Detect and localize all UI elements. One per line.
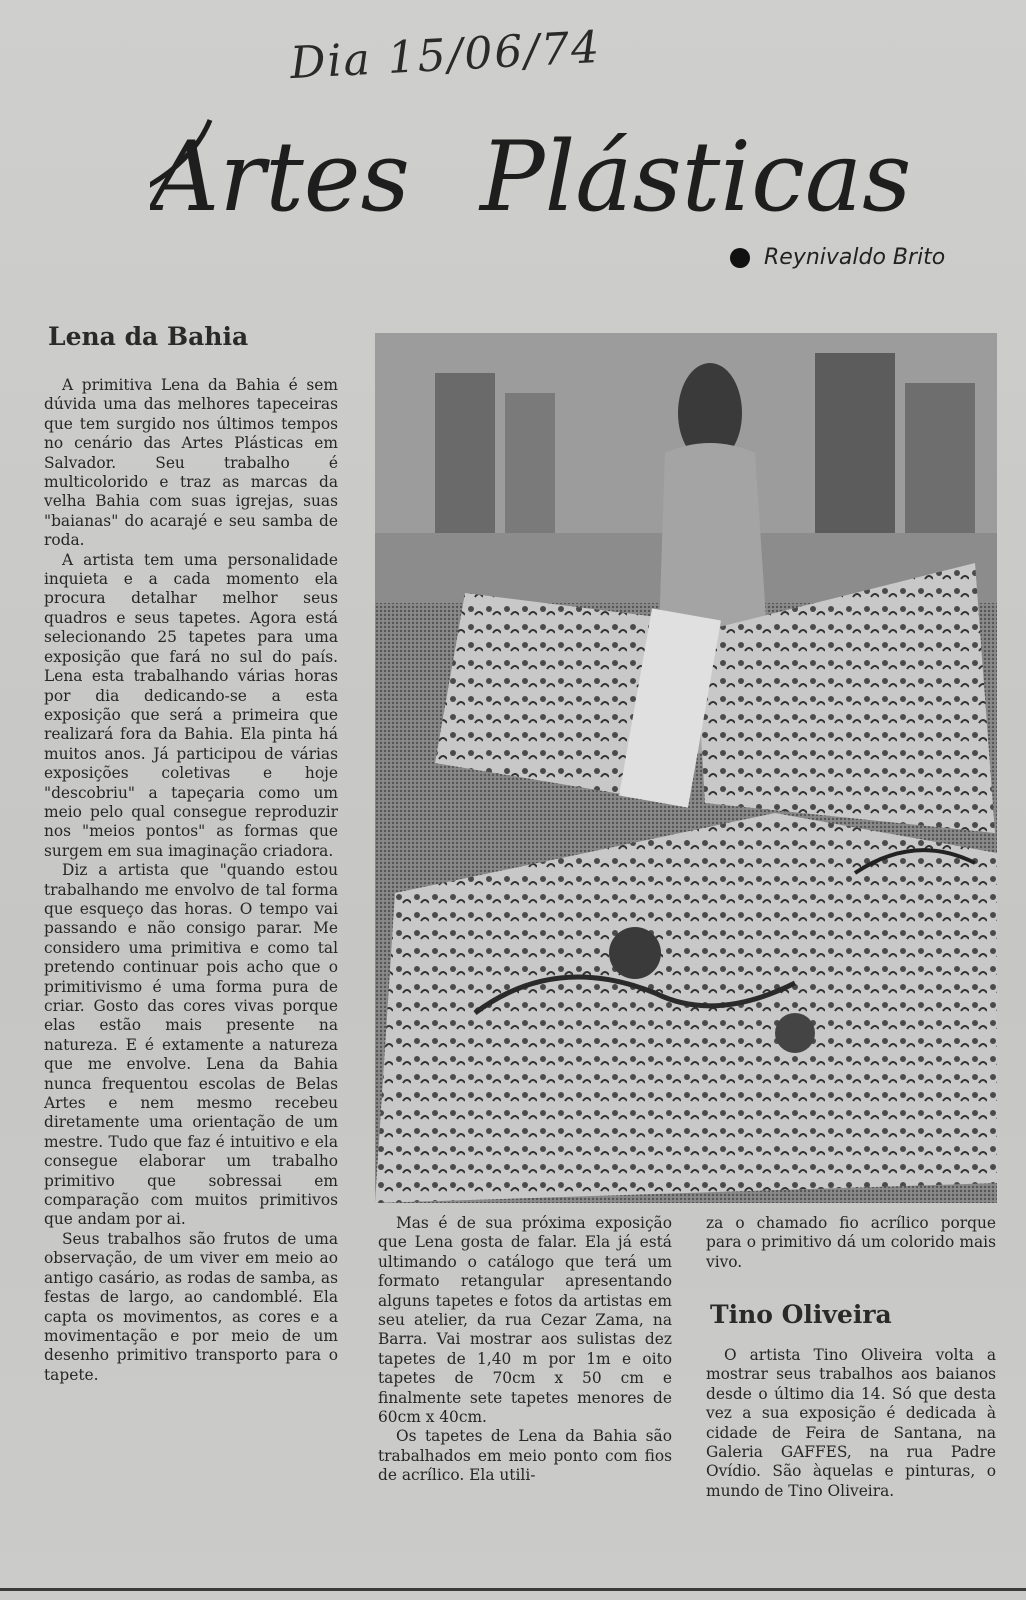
article-heading-tino: Tino Oliveira xyxy=(710,1300,892,1329)
article-heading-lena: Lena da Bahia xyxy=(48,322,249,351)
article-column-1 xyxy=(44,376,338,1385)
article-column-tino xyxy=(706,1346,996,1501)
handwritten-date: Dia 15/06/74 xyxy=(288,21,603,90)
paragraph: Seus trabalhos são frutos de uma observação, de um viver em meio ao antigo casário, as rodas de samba, as festas de largo, ao candomblé. Ela capta os movimentos, as cores e a movimentação e por meio de um desenho primitivo transporto para o tapete. xyxy=(44,1229,338,1384)
masthead-word-plasticas: Plásticas xyxy=(480,121,910,233)
article-column-2 xyxy=(378,1214,672,1486)
paragraph: za o chamado fio acrílico porque para o primitivo dá um colorido mais vivo. xyxy=(706,1214,996,1271)
masthead-word-artes: Artes xyxy=(150,121,410,233)
bottom-divider xyxy=(0,1588,1026,1591)
byline-author: Reynivaldo Brito xyxy=(764,245,946,270)
section-masthead xyxy=(150,110,910,240)
photo-artist-with-tapestries xyxy=(375,333,997,1203)
masthead-title xyxy=(150,110,910,240)
article-photo xyxy=(375,333,997,1203)
article-column-3 xyxy=(706,1214,996,1272)
bullet-icon xyxy=(730,248,750,268)
paragraph: A primitiva Lena da Bahia é sem dúvida uma das melhores tapeceiras que tem surgido nos últimos tempos no cenário das Artes Plásticas em Salvador. Seu trabalho é multicolorido e traz as marcas da velha Bahia com suas igrejas, suas "baianas" do acarajé e seu samba de roda. xyxy=(44,376,338,550)
paragraph: O artista Tino Oliveira volta a mostrar seus trabalhos aos baianos desde o último dia 14. Só que desta vez a sua exposição é dedicada à cidade de Feira de Santana, na Galeria GAFFES, na rua Padre Ovídio. São àquelas e pinturas, o mundo de Tino Oliveira. xyxy=(706,1346,996,1500)
paragraph: Os tapetes de Lena da Bahia são trabalhados em meio ponto com fios de acrílico. Ela utili- xyxy=(378,1427,672,1485)
byline xyxy=(730,245,945,270)
paragraph: Mas é de sua próxima exposição que Lena gosta de falar. Ela já está ultimando o catálogo que terá um formato retangular apresentando alguns tapetes e fotos da artistas em seu atelier, da rua Cezar Zama, na Barra. Vai mostrar aos sulistas dez tapetes de 1,40 m por 1m e oito tapetes de 70cm x 50 cm e finalmente sete tapetes menores de 60cm x 40cm. xyxy=(378,1214,672,1427)
paragraph: A artista tem uma personalidade inquieta e a cada momento ela procura detalhar melhor seus quadros e seus tapetes. Agora está selecionando 25 tapetes para uma exposição que fará no sul do país. Lena esta trabalhando várias horas por dia dedicando-se a esta exposição que será a primeira que realizará fora da Bahia. Ela pinta há muitos anos. Já participou de várias exposições coletivas e hoje "descobriu" a tapeçaria como um meio pelo qual consegue reproduzir nos "meios pontos" as formas que surgem em sua imaginação criadora. xyxy=(44,550,338,860)
paragraph: Diz a artista que "quando estou trabalhando me envolvo de tal forma que esqueço das horas. O tempo vai passando e não consigo parar. Me considero uma primitiva e como tal pretendo continuar pois acho que o primitivismo é uma forma pura de criar. Gosto das cores vivas porque elas estão mais presente na natureza. E é extamente a natureza que me envolve. Lena da Bahia nunca frequentou escolas de Belas Artes e nem mesmo recebeu diretamente uma orientação de um mestre. Tudo que faz é intuitivo e ela consegue elaborar um trabalho primitivo que sobressai em comparação com muitos primitivos que andam por ai. xyxy=(44,861,338,1229)
